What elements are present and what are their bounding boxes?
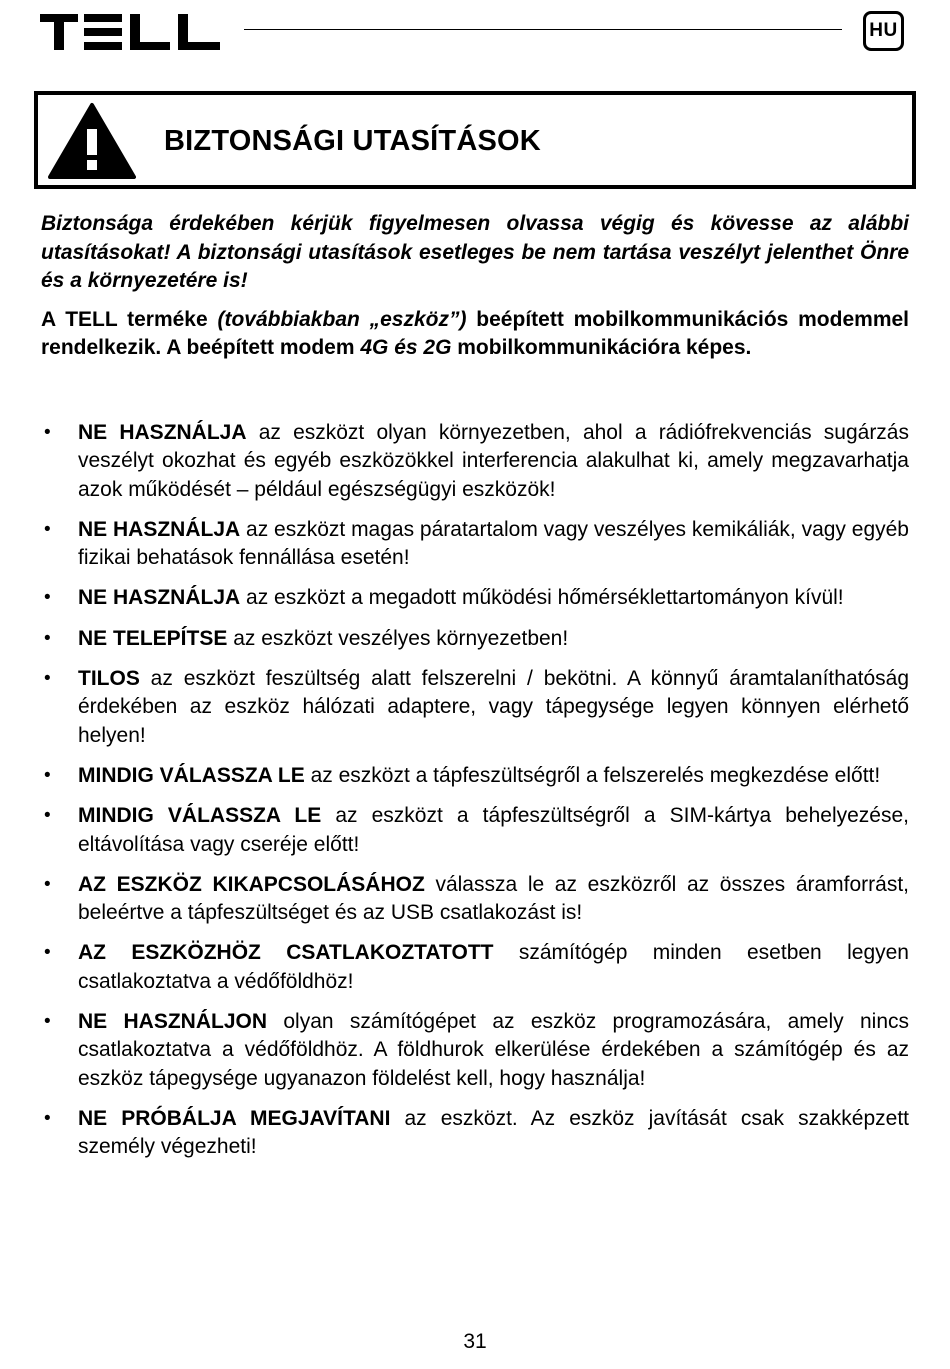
language-badge: HU (863, 11, 904, 51)
bullet-icon: • (44, 764, 51, 786)
instruction-text: az eszközt a megadott működési hőmérséklettartományon kívül! (240, 586, 844, 610)
bullet-icon: • (44, 668, 51, 690)
instruction-keyword: NE HASZNÁLJA (78, 517, 241, 541)
bullet-icon: • (44, 587, 51, 609)
instruction-keyword: AZ ESZKÖZ KIKAPCSOLÁSÁHOZ (78, 872, 425, 896)
instruction-keyword: AZ ESZKÖZHÖZ CSATLAKOZTATOTT (78, 941, 494, 965)
instruction-keyword: MINDIG VÁLASSZA LE (78, 763, 305, 787)
instruction-keyword: TILOS (78, 667, 140, 691)
list-item (41, 939, 909, 996)
instruction-text: válassza le az eszközről az összes áramforrást, beleértve a tápfeszültséget és az USB csatlakozást is! (78, 872, 910, 925)
list-item (41, 762, 909, 790)
warning-triangle-icon (48, 101, 136, 181)
instruction-text: az eszközt a tápfeszültségről a SIM-kártya behelyezése, eltávolítása vagy cseréje előtt! (78, 804, 909, 856)
bullet-icon: • (44, 1107, 51, 1129)
intro-text-2: beépített mobilkommunikációs modemmel rendelkezik. A beépített modem (41, 307, 909, 359)
instruction-text: az eszközt magas páratartalom vagy veszélyes kemikáliák, vagy egyéb fizikai behatások fennállása esetén! (78, 517, 909, 570)
instruction-text: az eszközt veszélyes környezetben! (227, 626, 569, 650)
instruction-text: az eszközt a tápfeszültségről a felszerelés megkezdése előtt! (304, 763, 881, 787)
tell-logo (40, 14, 220, 50)
list-item (41, 419, 909, 504)
intro-text-italic-1: (továbbiakban „eszköz”) (217, 307, 467, 331)
instruction-text: az eszközt. Az eszköz javítását csak szakképzett személy végezheti! (78, 1106, 910, 1159)
page-title: BIZTONSÁGI UTASÍTÁSOK (164, 125, 541, 157)
intro-text-3: mobilkommunikációra képes. (451, 336, 752, 359)
instruction-text: olyan számítógépet az eszköz programozására, amely nincs csatlakoztatva a védőföldhöz. A földhurok elkerülése érdekében a számítógép és az eszköz tápegysége ugyanazon földelést kell, hogy használja! (78, 1010, 910, 1090)
bullet-icon: • (44, 422, 51, 443)
list-item (41, 516, 909, 573)
instruction-keyword: NE HASZNÁLJA (78, 421, 247, 444)
intro-warning-paragraph: Biztonsága érdekében kérjük figyelmesen olvassa végig és kövesse az alábbi utasításokat! A biztonsági utasítások esetleges be nem tartása veszélyt jelenthet Önre és a környezetére is! (41, 212, 909, 292)
instruction-text: az eszközt olyan környezetben, ahol a rádiófrekvenciás sugárzás veszélyt okozhat és egyéb eszközökkel interferencia alakulhat ki, amely megzavarhatja azok működését – például egészségügyi eszközök! (78, 421, 909, 501)
intro-device-paragraph (41, 306, 909, 363)
instruction-text: számítógép minden esetben legyen csatlakoztatva a védőföldhöz! (78, 941, 909, 993)
bullet-icon: • (44, 805, 51, 827)
bullet-icon: • (44, 1011, 51, 1033)
list-item (41, 802, 909, 859)
bullet-icon: • (44, 518, 51, 540)
header-divider (244, 29, 842, 30)
list-item (41, 665, 909, 750)
instruction-keyword: NE TELEPÍTSE (78, 626, 228, 650)
page-number: 31 (463, 1330, 487, 1353)
instruction-keyword: NE HASZNÁLJA (78, 586, 241, 610)
bullet-icon: • (44, 873, 51, 895)
bullet-icon: • (44, 627, 51, 649)
bullet-icon: • (44, 942, 51, 964)
instruction-text: az eszközt feszültség alatt felszerelni / bekötni. A könnyű áramtalaníthatóság érdekében az eszköz hálózati adaptere, vagy tápegysége legyen könnyen elérhető helyen! (78, 667, 909, 747)
instruction-keyword: NE PRÓBÁLJA MEGJAVÍTANI (78, 1106, 391, 1130)
list-item (41, 1008, 909, 1093)
safety-title-box (34, 91, 916, 189)
list-item (41, 1105, 909, 1162)
intro-text-italic-2: 4G és 2G (360, 336, 452, 359)
list-item (41, 871, 909, 928)
instruction-keyword: MINDIG VÁLASSZA LE (78, 804, 322, 828)
intro-section (41, 210, 909, 373)
page-header (0, 0, 950, 70)
safety-instructions-list (41, 419, 909, 1174)
instruction-keyword: NE HASZNÁLJON (78, 1010, 268, 1034)
list-item (41, 625, 909, 653)
intro-text-1: A TELL terméke (41, 307, 218, 331)
list-item (41, 584, 909, 612)
